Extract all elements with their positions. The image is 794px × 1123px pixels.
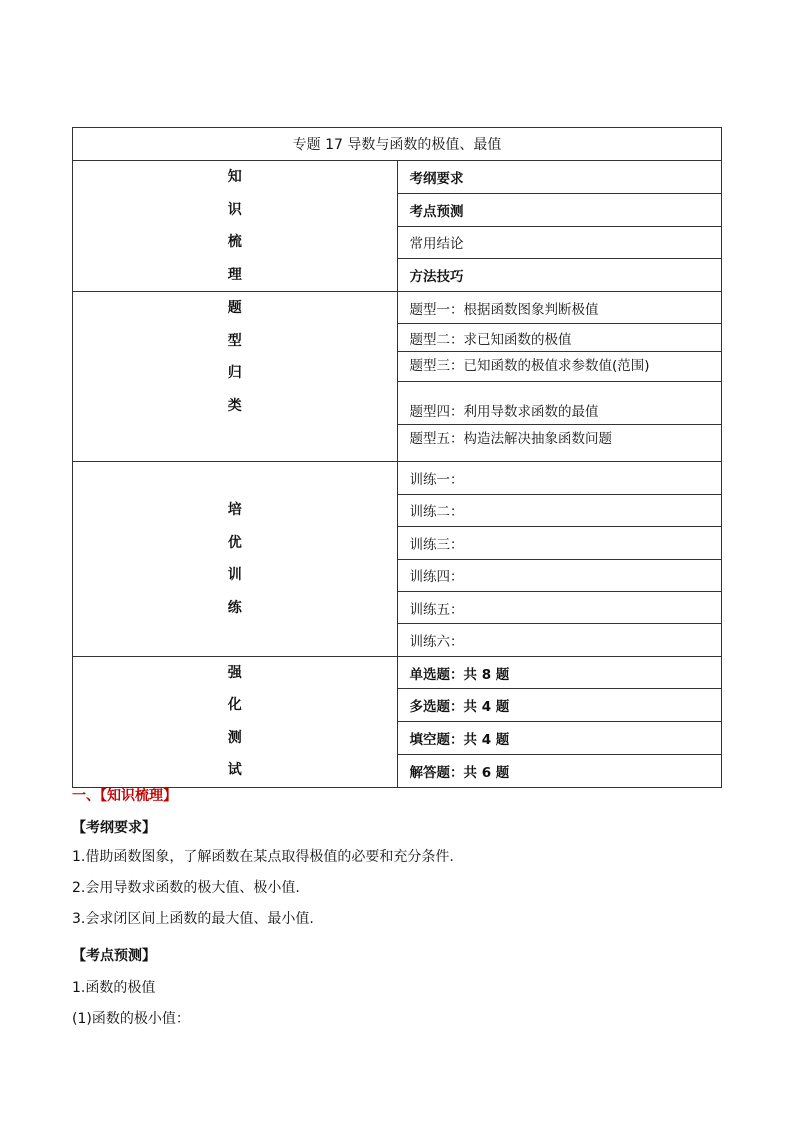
table-item: 多选题：共 4 题 [397, 689, 722, 722]
section-heading: 一、【知识梳理】 [72, 788, 177, 804]
section-label-training: 培 优 训 练 [73, 462, 398, 656]
section-label-knowledge: 知 识 梳 理 [73, 161, 398, 292]
paragraph: 1.借助函数图象，了解函数在某点取得极值的必要和充分条件. [72, 849, 454, 865]
section-label-test: 强 化 测 试 [73, 656, 398, 787]
paragraph: 3.会求闭区间上函数的最大值、最小值. [72, 911, 314, 927]
table-item: 常用结论 [397, 226, 722, 259]
table-item: 方法技巧 [397, 259, 722, 292]
table-item: 考点预测 [397, 193, 722, 226]
table-item: 题型三：已知函数的极值求参数值(范围) [397, 352, 722, 382]
table-item: 题型二：求已知函数的极值 [397, 324, 722, 352]
document-body [72, 782, 722, 1035]
table-item: 训练三： [397, 527, 722, 559]
table-title: 专题 17 导数与函数的极值、最值 [73, 128, 722, 161]
paragraph: (1)函数的极小值： [72, 1011, 190, 1027]
table-item: 训练一： [397, 462, 722, 494]
table-item: 考纲要求 [397, 161, 722, 194]
table-item: 训练四： [397, 559, 722, 591]
section-label-question-types: 题 型 归 类 [73, 292, 398, 462]
table-item: 训练二： [397, 494, 722, 526]
table-item: 训练六： [397, 624, 722, 656]
table-item: 解答题：共 6 题 [397, 754, 722, 787]
paragraph: 2.会用导数求函数的极大值、极小值. [72, 880, 300, 896]
contents-table [72, 127, 722, 788]
table-item: 训练五： [397, 591, 722, 623]
subsection-title: 【考纲要求】 [72, 820, 156, 836]
table-item: 题型一：根据函数图象判断极值 [397, 292, 722, 324]
table-item: 题型五：构造法解决抽象函数问题 [397, 425, 722, 462]
table-item: 题型四：利用导数求函数的最值 [397, 382, 722, 425]
table-item: 单选题：共 8 题 [397, 656, 722, 689]
paragraph: 1.函数的极值 [72, 980, 156, 996]
subsection-title: 【考点预测】 [72, 948, 156, 964]
table-item: 填空题：共 4 题 [397, 722, 722, 755]
